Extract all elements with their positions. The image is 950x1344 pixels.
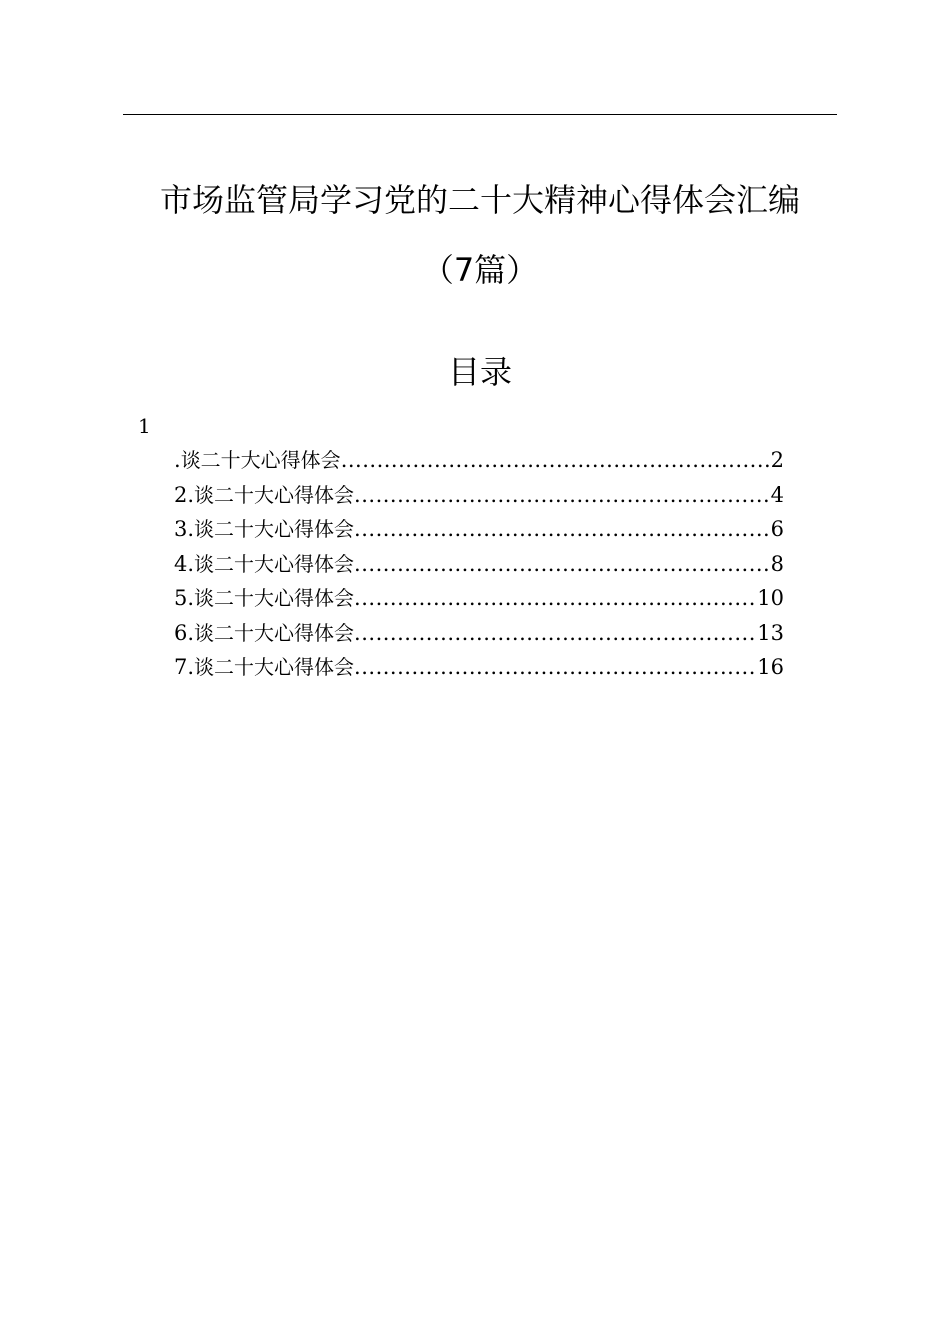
toc-entry-number: 6.	[174, 620, 195, 645]
header-rule	[123, 114, 837, 115]
toc-entry-number: 4.	[174, 551, 195, 576]
toc-entry-2[interactable]	[174, 480, 784, 515]
toc-entry-title: 谈二十大心得体会	[194, 517, 355, 541]
toc-dot-leader	[354, 480, 769, 510]
toc-entry-number: 2.	[174, 482, 195, 507]
toc-entry-7[interactable]	[174, 652, 784, 687]
toc-entry-number: 3.	[174, 517, 195, 541]
toc-dot-leader	[354, 652, 755, 682]
toc-entry-title: 谈二十大心得体会	[194, 551, 355, 576]
toc-entry-page: 6	[770, 517, 784, 541]
toc-stray-number: 1	[138, 414, 151, 438]
document-title: 市场监管局学习党的二十大精神心得体会汇编	[159, 181, 800, 219]
toc-entry-page: 4	[770, 482, 784, 507]
toc-entry-title: 谈二十大心得体会	[180, 448, 341, 472]
toc-entry-1[interactable]	[174, 445, 784, 480]
toc-dot-leader	[354, 549, 769, 579]
document-subtitle: （7篇）	[421, 251, 539, 289]
toc-entry-5[interactable]	[174, 583, 784, 618]
toc-entry-title: 谈二十大心得体会	[194, 655, 355, 679]
toc-dot-leader	[354, 618, 755, 648]
toc-entry-number: 5.	[174, 586, 195, 610]
toc-entry-title: 谈二十大心得体会	[194, 620, 355, 645]
toc-entry-page: 2	[770, 448, 784, 472]
toc-dot-leader	[341, 445, 769, 475]
table-of-contents	[174, 445, 784, 687]
toc-entry-number: .	[174, 448, 181, 472]
toc-entry-6[interactable]	[174, 618, 784, 653]
toc-entry-number: 7.	[174, 655, 195, 679]
toc-dot-leader	[354, 514, 769, 544]
toc-heading: 目录	[447, 353, 512, 391]
toc-entry-title: 谈二十大心得体会	[194, 482, 355, 507]
toc-entry-page: 8	[770, 551, 784, 576]
toc-entry-4[interactable]	[174, 549, 784, 584]
toc-entry-page: 10	[757, 586, 784, 610]
toc-dot-leader	[354, 583, 755, 613]
toc-entry-title: 谈二十大心得体会	[194, 586, 355, 610]
toc-entry-page: 13	[757, 620, 784, 645]
toc-entry-3[interactable]	[174, 514, 784, 549]
toc-entry-page: 16	[757, 655, 784, 679]
